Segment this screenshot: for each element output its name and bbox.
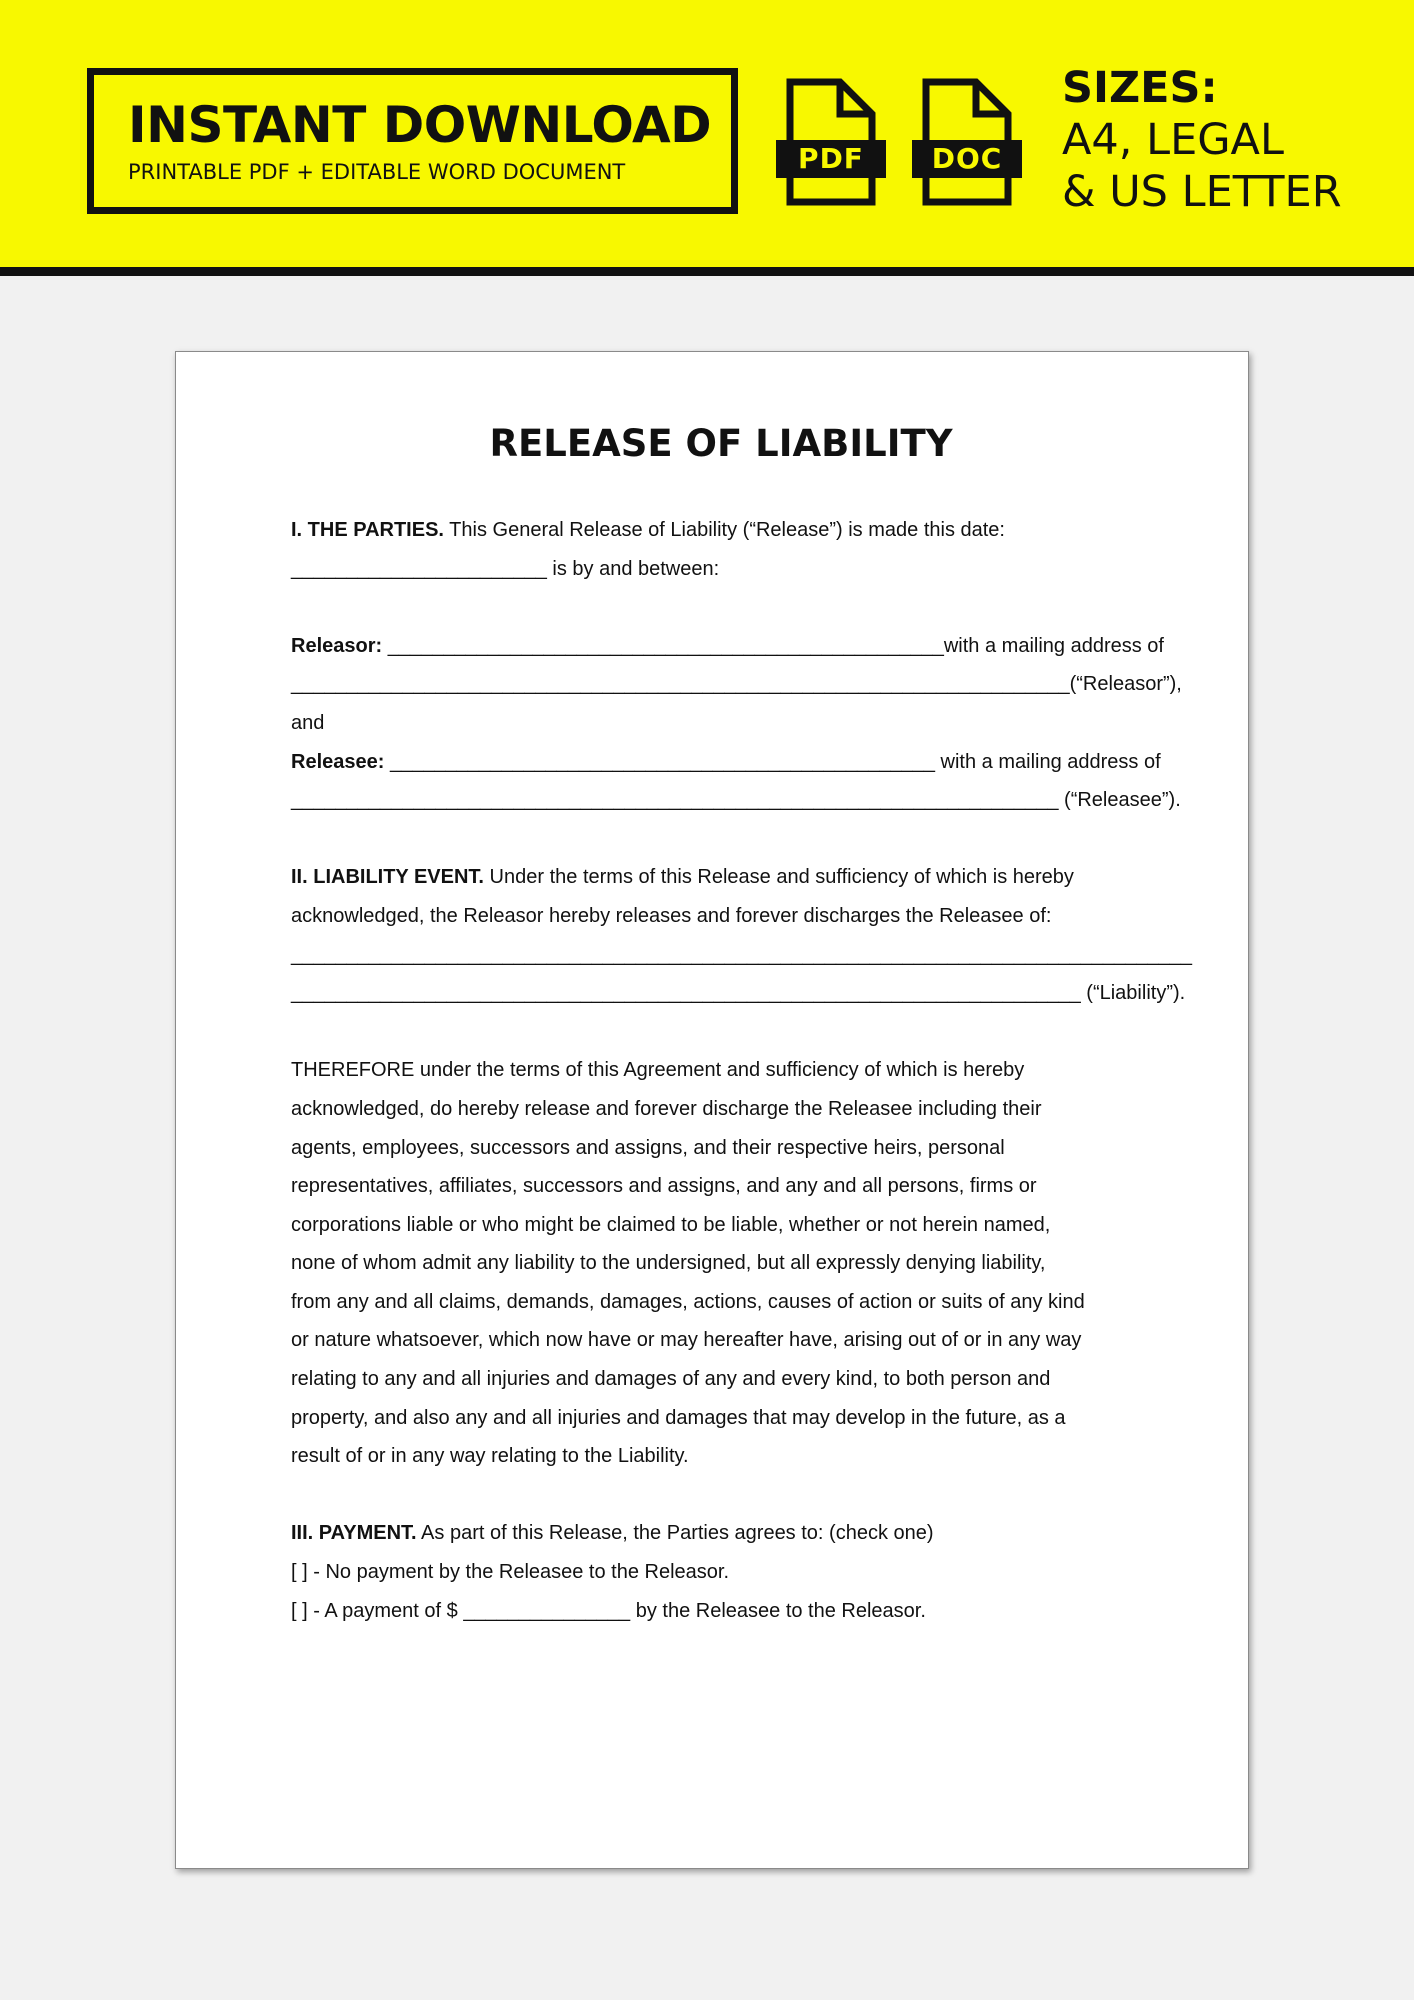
releasor-label: Releasor: (291, 634, 383, 657)
and-text: and (291, 711, 325, 734)
therefore-line: agents, employees, successors and assigns, and their respective heirs, personal (291, 1136, 1005, 1159)
liability-blank-2: _______________________________________________________________________ (“Liability”). (291, 982, 1186, 1005)
therefore-line: result of or in any way relating to the Liability. (291, 1445, 689, 1468)
parties-heading: I. THE PARTIES. (291, 519, 444, 541)
liability-heading: II. LIABILITY EVENT. (291, 866, 484, 889)
releasee-line (291, 743, 1161, 782)
therefore-line: corporations liable or who might be claimed to be liable, whether or not herein named, (291, 1213, 1051, 1236)
promo-banner (0, 0, 1414, 276)
therefore-line: relating to any and all injuries and damages of any and every kind, to both person and (291, 1368, 1051, 1391)
sizes-line-2: & US LETTER (1062, 167, 1342, 217)
therefore-line: representatives, affiliates, successors and assigns, and any and all persons, firms or (291, 1175, 1037, 1198)
therefore-line: THEREFORE under the terms of this Agreement and sufficiency of which is hereby (291, 1059, 1025, 1082)
therefore-line: property, and also any and all injuries and damages that may develop in the future, as a (291, 1406, 1066, 1429)
releasor-blank: __________________________________________________with a mailing address of (382, 634, 1164, 657)
pdf-label: PDF (776, 140, 886, 178)
download-subtitle: PRINTABLE PDF + EDITABLE WORD DOCUMENT (128, 160, 626, 184)
parties-date-line: _______________________ is by and between: (291, 557, 720, 580)
releasee-blank: _________________________________________________ with a mailing address of (384, 750, 1161, 773)
parties-line-1 (291, 511, 1151, 550)
sizes-info (1062, 62, 1342, 218)
releasor-line (291, 627, 1164, 666)
liability-line-1 (291, 858, 1151, 897)
payment-heading: III. PAYMENT. (291, 1522, 417, 1545)
document-page (175, 351, 1249, 1869)
payment-line-1 (291, 1514, 1151, 1553)
therefore-line: or nature whatsoever, which now have or may hereafter have, arising out of or in any way (291, 1329, 1082, 1352)
therefore-paragraph (291, 1051, 1151, 1476)
therefore-line: acknowledged, do hereby release and forever discharge the Releasee including their (291, 1097, 1042, 1120)
download-title: INSTANT DOWNLOAD (128, 96, 712, 154)
doc-file-icon (912, 78, 1022, 206)
doc-label: DOC (912, 140, 1022, 178)
liability-line-2: acknowledged, the Releasor hereby releases and forever discharges the Releasee of: (291, 904, 1052, 927)
sizes-line-1: A4, LEGAL (1062, 115, 1284, 165)
document-title: RELEASE OF LIABILITY (489, 422, 953, 465)
payment-option-no-payment: [ ] - No payment by the Releasee to the Releasor. (291, 1561, 730, 1584)
therefore-line: from any and all claims, demands, damages, actions, causes of action or suits of any kind (291, 1290, 1085, 1313)
sizes-heading: SIZES: (1062, 63, 1218, 113)
parties-intro: This General Release of Liability (“Release”) is made this date: (443, 519, 1005, 541)
liability-blank-1: _________________________________________________________________________________ (291, 943, 1192, 966)
liability-intro: Under the terms of this Release and sufficiency of which is hereby (484, 866, 1074, 889)
releasee-address: _____________________________________________________________________ (“Releasee”). (291, 789, 1181, 812)
payment-intro: As part of this Release, the Parties agrees to: (check one) (416, 1522, 934, 1545)
pdf-file-icon (776, 78, 886, 206)
document-body (291, 422, 1192, 1630)
payment-option-amount: [ ] - A payment of $ _______________ by the Releasee to the Releasor. (291, 1599, 926, 1622)
releasor-address: ______________________________________________________________________(“Releasor”), (291, 673, 1182, 696)
instant-download-box (87, 68, 738, 214)
therefore-line: none of whom admit any liability to the undersigned, but all expressly denying liability, (291, 1252, 1046, 1275)
releasee-label: Releasee: (291, 750, 385, 773)
